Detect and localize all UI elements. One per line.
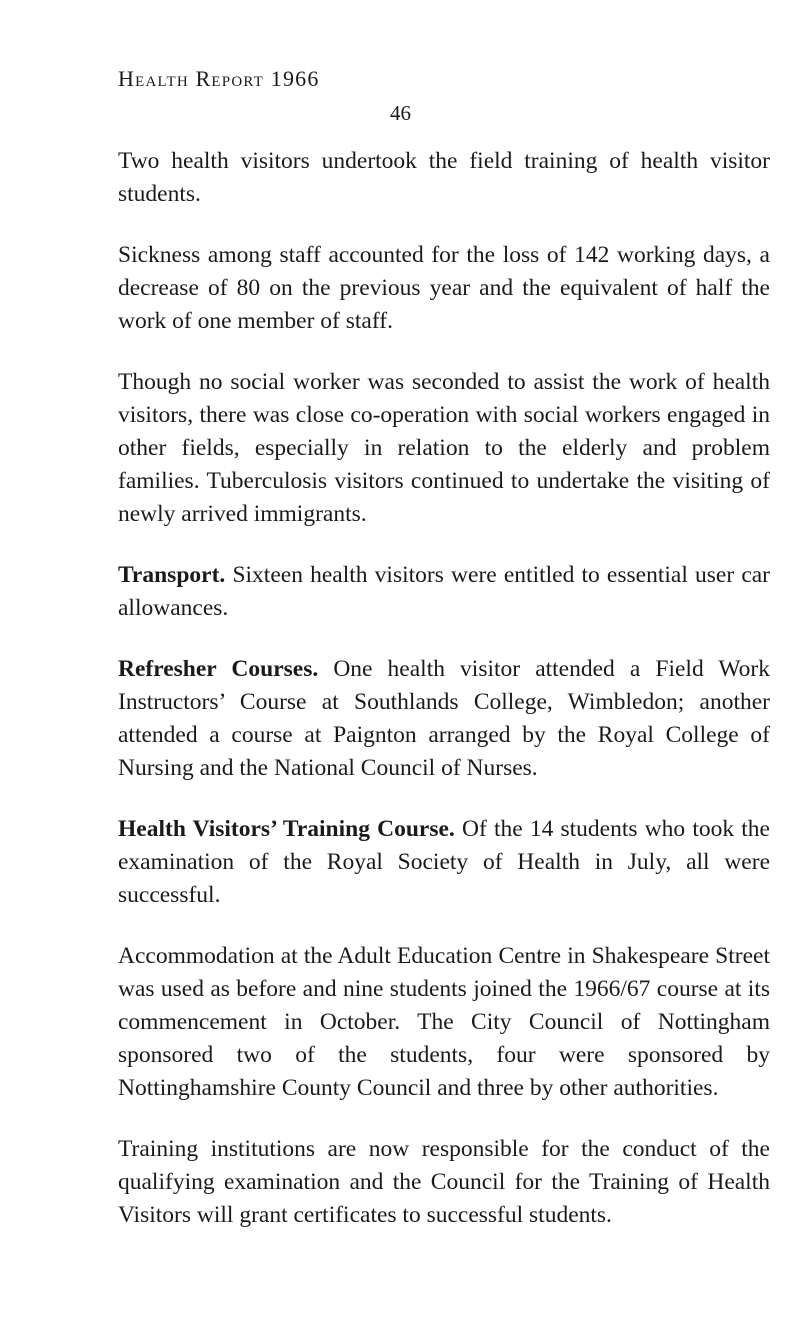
paragraph-text: Training institutions are now responsible for the conduct of the qualifying examination and the Council for the Training of Health Visitors will grant certificates to successful students. [118, 1136, 770, 1228]
paragraph-text: Accommodation at the Adult Education Centre in Shakespeare Street was used as before and nine students joined the 1966/67 course at its commencement in October. The City Council of Nottingham sponsored two of the students, four were sponsored by Nottinghamshire County Council and three by other authorities. [118, 943, 770, 1101]
paragraph-text: Two health visitors undertook the field training of health visitor students. [118, 148, 770, 207]
section-heading-refresher-courses: Refresher Courses. [118, 656, 319, 682]
paragraph-training-institutions [118, 1133, 770, 1232]
paragraph-text: One health visitor attended a Field Work Instructors’ Course at Southlands College, Wimbledon; another attended a course at Paignton arranged by the Royal College of Nursing and the National Council of Nurses. [118, 656, 770, 781]
paragraph-refresher-courses [118, 653, 770, 785]
section-heading-training-course: Health Visitors’ Training Course. [118, 816, 455, 842]
paragraph-text: Sixteen health visitors were entitled to essential user car allowances. [118, 562, 771, 621]
paragraph-sickness [118, 239, 770, 338]
paragraph-field-training [118, 145, 770, 211]
paragraph-transport [118, 559, 770, 625]
paragraph-training-course [118, 813, 770, 912]
paragraph-social-workers [118, 366, 770, 531]
paragraph-text: Though no social worker was seconded to assist the work of health visitors, there was close co-operation with social workers engaged in other fields, especially in relation to the elderly and problem families. Tuberculosis visitors continued to undertake the visiting of newly arrived immigrants. [118, 369, 770, 527]
paragraph-text: Of the 14 students who took the examination of the Royal Society of Health in July, all were successful. [118, 816, 770, 908]
paragraph-accommodation [118, 940, 770, 1105]
paragraph-text: Sickness among staff accounted for the loss of 142 working days, a decrease of 80 on the previous year and the equivalent of half the work of one member of staff. [118, 242, 770, 334]
page-number: 46 [390, 101, 411, 125]
body-text [118, 145, 770, 1260]
section-heading-transport: Transport. [118, 562, 226, 588]
running-head: Health Report 1966 [118, 66, 320, 91]
